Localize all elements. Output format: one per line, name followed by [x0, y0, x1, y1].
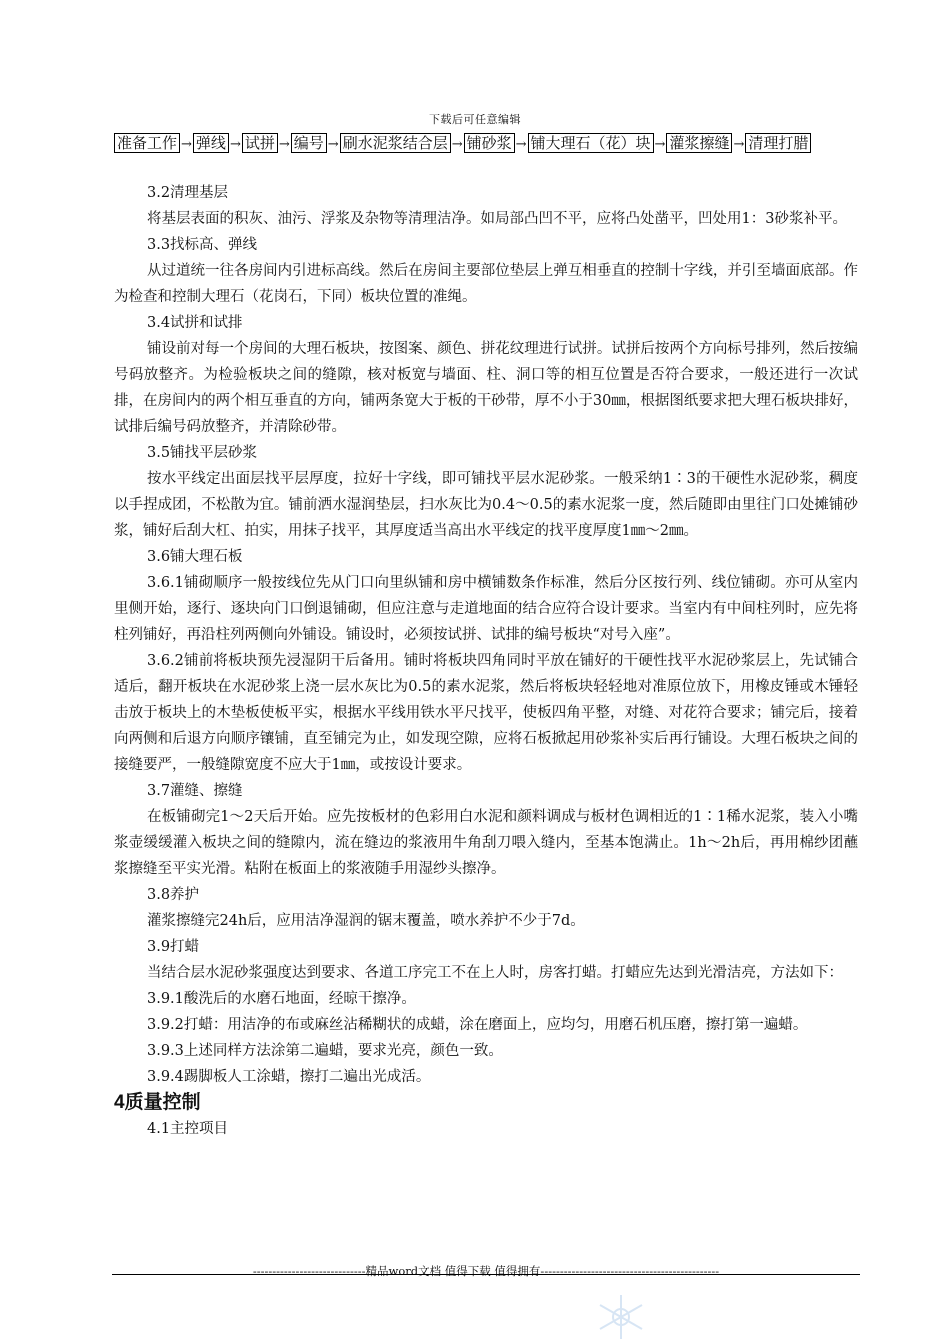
flow-step: 试拼 — [242, 133, 278, 153]
section-heading: 3.3找标高、弹线 — [147, 237, 258, 253]
section-heading: 3.6铺大理石板 — [147, 549, 243, 565]
flow-step: 铺砂浆 — [464, 133, 515, 153]
flow-arrow-icon: → — [181, 137, 192, 152]
snowflake-watermark-icon — [594, 1293, 648, 1341]
flow-step: 铺大理石（花）块 — [528, 133, 654, 153]
section-heading: 3.2清理基层 — [147, 185, 229, 201]
footer-text: -----------------------------精品word文档 值得下载 值得拥有---------------------------------------------- — [252, 1264, 720, 1278]
sub-item: 3.9.1酸洗后的水磨石地面，经晾干擦净。 — [147, 991, 416, 1007]
paragraph: 灌浆擦缝完24h后，应用洁净湿润的锯末覆盖，喷水养护不少于7d。 — [147, 913, 585, 929]
sub-item: 3.9.2打蜡：用洁净的布或麻丝沾稀糊状的成蜡，涂在磨面上，应均匀，用磨石机压磨，擦打第一遍蜡。 — [147, 1017, 808, 1033]
flow-step: 灌浆擦缝 — [666, 133, 732, 153]
paragraph: 3.6.1铺砌顺序一般按线位先从门口向里纵铺和房中横铺数条作标准，然后分区按行列、线位铺砌。亦可从室内里侧开始，逐行、逐块向门口倒退铺砌，但应注意与走道地面的结合应符合设计要求。当室内有中间柱列时，应先将柱列铺好，再沿柱列两侧向外铺设。铺设时，必须按试拼、试排的编号板块“对号入座”。 — [114, 575, 858, 643]
flow-arrow-icon: → — [451, 137, 463, 152]
section-heading: 4.1主控项目 — [147, 1121, 229, 1137]
footer-divider — [112, 1274, 860, 1275]
paragraph: 按水平线定出面层找平层厚度，拉好十字线，即可铺找平层水泥砂浆。一般采纳1∶3的干硬性水泥砂浆，稠度以手捏成团，不松散为宜。铺前洒水湿润垫层，扫水灰比为0.4～0.5的素水泥浆一度，然后随即由里往门口处摊铺砂浆，铺好后刮大杠、拍实，用抹子找平，其厚度适当高出水平线定的找平度厚度1㎜～2㎜。 — [114, 471, 858, 539]
flow-step: 编号 — [291, 133, 327, 153]
paragraph: 当结合层水泥砂浆强度达到要求、各道工序完工不在上人时，房客打蜡。打蜡应先达到光滑洁亮，方法如下： — [147, 965, 843, 981]
chapter-heading: 4质量控制 — [114, 1092, 201, 1113]
page-header: 下载后可任意编辑 — [429, 113, 521, 126]
flow-arrow-icon: → — [327, 137, 339, 152]
flow-arrow-icon: → — [733, 137, 745, 152]
paragraph: 从过道统一往各房间内引进标高线。然后在房间主要部位垫层上弹互相垂直的控制十字线，并引至墙面底部。作为检查和控制大理石（花岗石，下同）板块位置的准绳。 — [114, 263, 858, 305]
sub-item: 3.9.4踢脚板人工涂蜡，擦打二遍出光成活。 — [147, 1069, 431, 1085]
paragraph: 将基层表面的积灰、油污、浮浆及杂物等清理洁净。如局部凸凹不平，应将凸处凿平，凹处用1：3砂浆补平。 — [147, 211, 847, 227]
paragraph: 在板铺砌完1～2天后开始。应先按板材的色彩用白水泥和颜料调成与板材色调相近的1∶1稀水泥浆，装入小嘴浆壶缓缓灌入板块之间的缝隙内，流在缝边的浆液用牛角刮刀喂入缝内，至基本饱满止。1h～2h后，再用棉纱团蘸浆擦缝至平实光滑。粘附在板面上的浆液随手用湿纱头擦净。 — [114, 809, 858, 877]
flow-step: 弹线 — [193, 133, 229, 153]
section-heading: 3.8养护 — [147, 887, 200, 903]
paragraph: 铺设前对每一个房间的大理石板块，按图案、颜色、拼花纹理进行试拼。试拼后按两个方向标号排列，然后按编号码放整齐。为检验板块之间的缝隙，核对板宽与墙面、柱、洞口等的相互位置是否符合要求，一般还进行一次试排，在房间内的两个相互垂直的方向，铺两条宽大于板的干砂带，厚不小于30㎜，根据图纸要求把大理石板块排好，试排后编号码放整齐，并清除砂带。 — [114, 341, 858, 435]
section-heading: 3.9打蜡 — [147, 939, 200, 955]
section-heading: 3.7灌缝、擦缝 — [147, 783, 243, 799]
process-flow — [114, 131, 854, 157]
flow-step: 刷水泥浆结合层 — [340, 133, 451, 153]
paragraph: 3.6.2铺前将板块预先浸湿阴干后备用。铺时将板块四角同时平放在铺好的干硬性找平水泥砂浆层上，先试铺合适后，翻开板块在水泥砂浆上浇一层水灰比为0.5的素水泥浆，然后将板块轻轻地对准原位放下，用橡皮锤或木锤轻击放于板块上的木垫板使板平实，根据水平线用铁水平尺找平，使板四角平整，对缝、对花符合要求；铺完后，接着向两侧和后退方向顺序镶铺，直至铺完为止，如发现空隙，应将石板掀起用砂浆补实后再行铺设。大理石板块之间的接缝要严，一般缝隙宽度不应大于1㎜，或按设计要求。 — [114, 653, 858, 773]
flow-arrow-icon: → — [654, 137, 666, 152]
sub-item: 3.9.3上述同样方法涂第二遍蜡，要求光亮，颜色一致。 — [147, 1043, 503, 1059]
section-heading: 3.4试拼和试排 — [147, 315, 243, 331]
flow-arrow-icon: → — [278, 137, 290, 152]
flow-step: 准备工作 — [114, 133, 180, 153]
section-heading: 3.5铺找平层砂浆 — [147, 445, 258, 461]
flow-arrow-icon: → — [515, 137, 527, 152]
document-body — [114, 180, 858, 1142]
flow-arrow-icon: → — [229, 137, 241, 152]
flow-step: 清理打腊 — [745, 133, 811, 153]
